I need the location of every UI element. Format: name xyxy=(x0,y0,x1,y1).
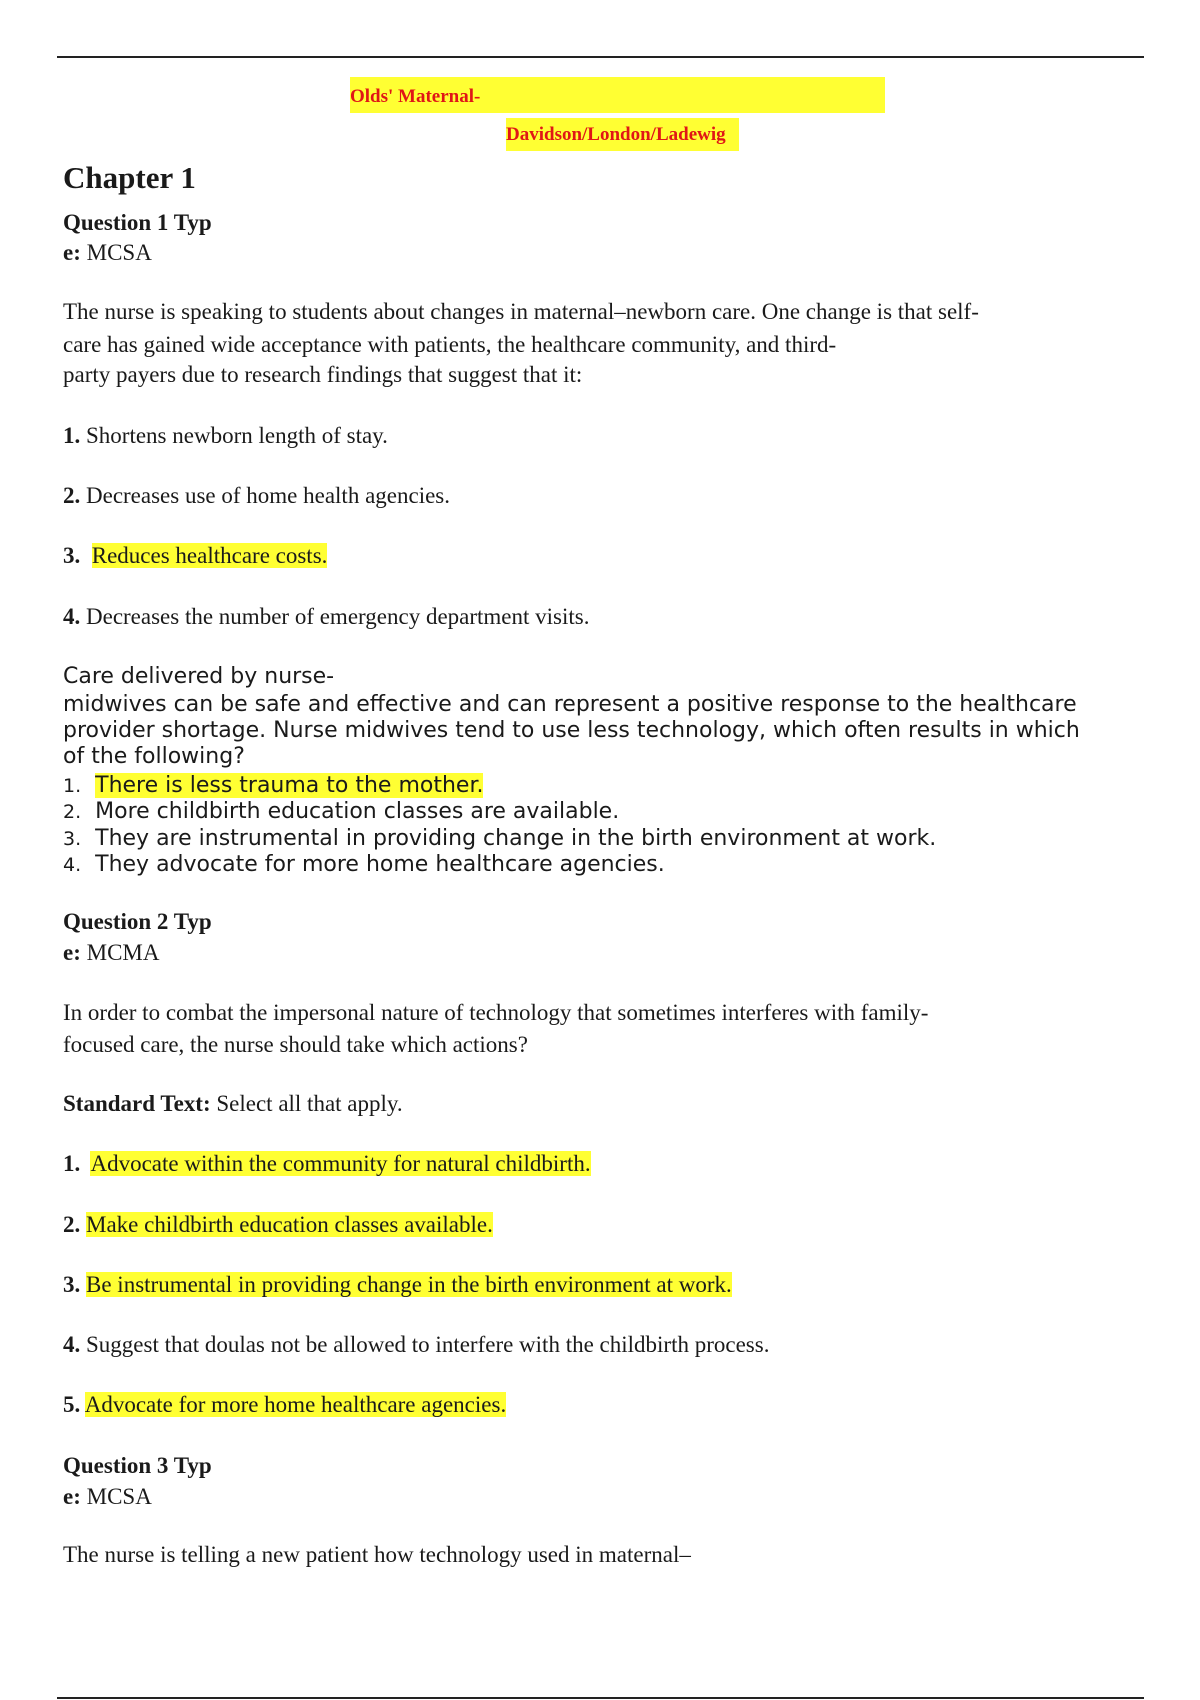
q2-type xyxy=(63,940,159,966)
q2-option-3 xyxy=(63,1272,732,1298)
q1-option-1-num: 1. xyxy=(63,423,81,448)
header-banner-1 xyxy=(350,77,885,113)
q2-stem-line-1: In order to combat the impersonal nature of technology that sometimes interferes with family- xyxy=(63,1000,929,1025)
header-banner-line2: Davidson/London/Ladewig xyxy=(506,124,726,145)
q1-type-prefix: e: xyxy=(63,240,81,265)
q1-type-value: MCSA xyxy=(86,240,152,265)
insert-stem-line-2: midwives can be safe and effective and can represent a positive response to the healthcare xyxy=(63,692,1077,717)
q2-standard-text xyxy=(63,1091,403,1117)
chapter-title: Chapter 1 xyxy=(63,160,196,195)
header-banner-2 xyxy=(506,118,739,151)
q1-option-3 xyxy=(63,543,327,569)
q1-stem-line-2: care has gained wide acceptance with patients, the healthcare community, and third- xyxy=(63,332,837,357)
q1-stem-line-3: party payers due to research findings that suggest that it: xyxy=(63,362,583,387)
q2-option-5-num: 5. xyxy=(63,1392,81,1417)
q3-heading-text: Question 3 Typ xyxy=(63,1453,212,1478)
q2-option-4-text: Suggest that doulas not be allowed to interfere with the childbirth process. xyxy=(86,1332,770,1357)
q1-stem-line-1: The nurse is speaking to students about changes in maternal–newborn care. One change is that self- xyxy=(63,299,979,324)
q2-heading xyxy=(63,909,212,935)
q1-heading-text: Question 1 Typ xyxy=(63,210,212,235)
insert-stem-line-3: provider shortage. Nurse midwives tend to use less technology, which often results in which xyxy=(63,718,1080,743)
insert-option-1-num: 1. xyxy=(63,775,82,797)
top-rule xyxy=(57,56,1144,58)
q2-option-4 xyxy=(63,1332,769,1358)
q3-type xyxy=(63,1484,152,1510)
q3-stem-line-1: The nurse is telling a new patient how technology used in maternal– xyxy=(63,1542,691,1567)
insert-option-3-text: They are instrumental in providing change in the birth environment at work. xyxy=(95,826,937,851)
q1-option-1 xyxy=(63,423,388,449)
q3-type-prefix: e: xyxy=(63,1484,81,1509)
q3-heading xyxy=(63,1453,212,1479)
insert-option-3 xyxy=(63,826,936,851)
q1-option-4-text: Decreases the number of emergency department visits. xyxy=(86,604,590,629)
insert-stem-line-4: of the following? xyxy=(63,744,245,769)
insert-option-2-num: 2. xyxy=(63,801,82,823)
q2-option-2-num: 2. xyxy=(63,1212,81,1237)
q2-option-5-text: Advocate for more home healthcare agencies. xyxy=(84,1392,507,1417)
q2-option-2 xyxy=(63,1212,493,1238)
q1-option-4 xyxy=(63,604,589,630)
q2-option-3-text: Be instrumental in providing change in the birth environment at work. xyxy=(86,1272,732,1297)
q1-option-2 xyxy=(63,483,450,509)
q2-heading-text: Question 2 Typ xyxy=(63,909,212,934)
q2-type-prefix: e: xyxy=(63,940,81,965)
insert-stem-line-1: Care delivered by nurse- xyxy=(63,664,335,689)
insert-option-4 xyxy=(63,852,665,877)
bottom-rule xyxy=(57,1697,1144,1699)
q1-option-4-num: 4. xyxy=(63,604,81,629)
q1-type xyxy=(63,240,152,266)
q2-option-3-num: 3. xyxy=(63,1272,81,1297)
q2-stem-line-2: focused care, the nurse should take which actions? xyxy=(63,1032,528,1057)
insert-option-2-text: More childbirth education classes are available. xyxy=(95,799,620,824)
q2-standard-value: Select all that apply. xyxy=(216,1091,403,1116)
q1-option-3-num: 3. xyxy=(63,543,81,568)
insert-option-1 xyxy=(63,773,483,798)
insert-option-1-text: There is less trauma to the mother. xyxy=(95,773,484,798)
q2-option-2-text: Make childbirth education classes available. xyxy=(86,1212,493,1237)
q3-type-value: MCSA xyxy=(86,1484,152,1509)
header-banner-line1: Olds' Maternal- xyxy=(350,86,481,107)
q1-option-3-text: Reduces healthcare costs. xyxy=(91,543,328,568)
insert-option-3-num: 3. xyxy=(63,828,82,850)
q1-option-2-num: 2. xyxy=(63,483,81,508)
q1-option-2-text: Decreases use of home health agencies. xyxy=(86,483,451,508)
q2-option-5 xyxy=(63,1392,506,1418)
q1-heading xyxy=(63,210,212,236)
insert-option-4-num: 4. xyxy=(63,854,82,876)
q2-option-1-num: 1. xyxy=(63,1151,81,1176)
q2-type-value: MCMA xyxy=(86,940,160,965)
insert-option-4-text: They advocate for more home healthcare agencies. xyxy=(95,852,665,877)
insert-option-2 xyxy=(63,799,619,824)
q2-option-1 xyxy=(63,1151,591,1177)
q2-standard-label: Standard Text: xyxy=(63,1091,211,1116)
q2-option-1-text: Advocate within the community for natural childbirth. xyxy=(90,1151,591,1176)
q2-option-4-num: 4. xyxy=(63,1332,81,1357)
q1-option-1-text: Shortens newborn length of stay. xyxy=(86,423,388,448)
